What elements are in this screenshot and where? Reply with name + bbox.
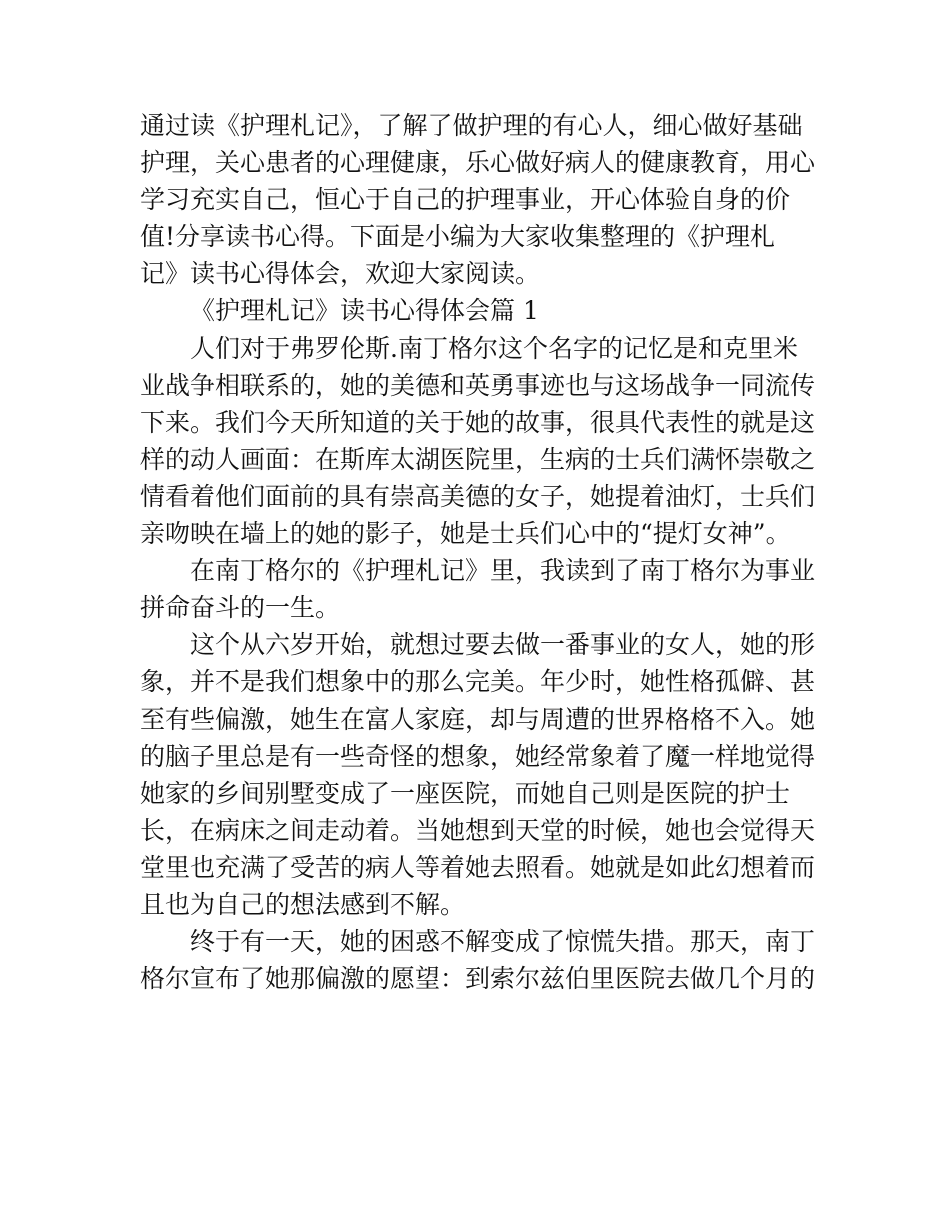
- paragraph-line: 通过读《护理札记》，了解了做护理的有心人，细心做好基础: [140, 111, 803, 140]
- paragraph-line: 下来。我们今天所知道的关于她的故事，很具代表性的就是这: [140, 407, 816, 437]
- paragraph-line: 学习充实自己，恒心于自己的护理事业，开心体验自身的价: [140, 185, 791, 215]
- paragraph-line: 人们对于弗罗伦斯.南丁格尔这个名字的记忆是和克里米: [190, 333, 798, 363]
- section-heading: 《护理札记》读书心得体会篇 1: [190, 296, 539, 326]
- paragraph-line: 终于有一天，她的困惑不解变成了惊慌失措。那天，南丁: [190, 927, 816, 957]
- paragraph-line: 业战争相联系的，她的美德和英勇事迹也与这场战争一同流传: [140, 370, 816, 400]
- paragraph-line: 且也为自己的想法感到不解。: [140, 889, 466, 919]
- paragraph-line: 样的动人画面：在斯库太湖医院里，生病的士兵们满怀崇敬之: [140, 444, 816, 474]
- paragraph-line: 至有些偏激，她生在富人家庭，却与周遭的世界格格不入。她: [140, 704, 816, 734]
- paragraph-line: 拼命奋斗的一生。: [140, 593, 341, 623]
- paragraph-line: 护理，关心患者的心理健康，乐心做好病人的健康教育，用心: [140, 148, 816, 178]
- paragraph-line: 值!分享读书心得。下面是小编为大家收集整理的《护理札: [140, 222, 776, 252]
- paragraph-line: 在南丁格尔的《护理札记》里，我读到了南丁格尔为事业: [190, 556, 816, 586]
- paragraph-line: 堂里也充满了受苦的病人等着她去照看。她就是如此幻想着而: [140, 852, 816, 882]
- paragraph-line: 亲吻映在墙上的她的影子，她是士兵们心中的“提灯女神”。: [140, 519, 791, 549]
- paragraph-line: 长，在病床之间走动着。当她想到天堂的时候，她也会觉得天: [140, 815, 816, 845]
- paragraph-line: 情看着他们面前的具有崇高美德的女子，她提着油灯，士兵们: [140, 481, 816, 511]
- article-body: [140, 107, 820, 997]
- paragraph-line: 象，并不是我们想象中的那么完美。年少时，她性格孤僻、甚: [140, 667, 816, 697]
- paragraph-line: 格尔宣布了她那偏激的愿望：到索尔兹伯里医院去做几个月的: [140, 964, 816, 994]
- paragraph-line: 这个从六岁开始，就想过要去做一番事业的女人，她的形: [190, 630, 816, 660]
- paragraph-line: 的脑子里总是有一些奇怪的想象，她经常象着了魔一样地觉得: [140, 741, 816, 771]
- paragraph-line: 记》读书心得体会，欢迎大家阅读。: [140, 259, 541, 289]
- paragraph-line: 她家的乡间别墅变成了一座医院，而她自己则是医院的护士: [140, 778, 791, 808]
